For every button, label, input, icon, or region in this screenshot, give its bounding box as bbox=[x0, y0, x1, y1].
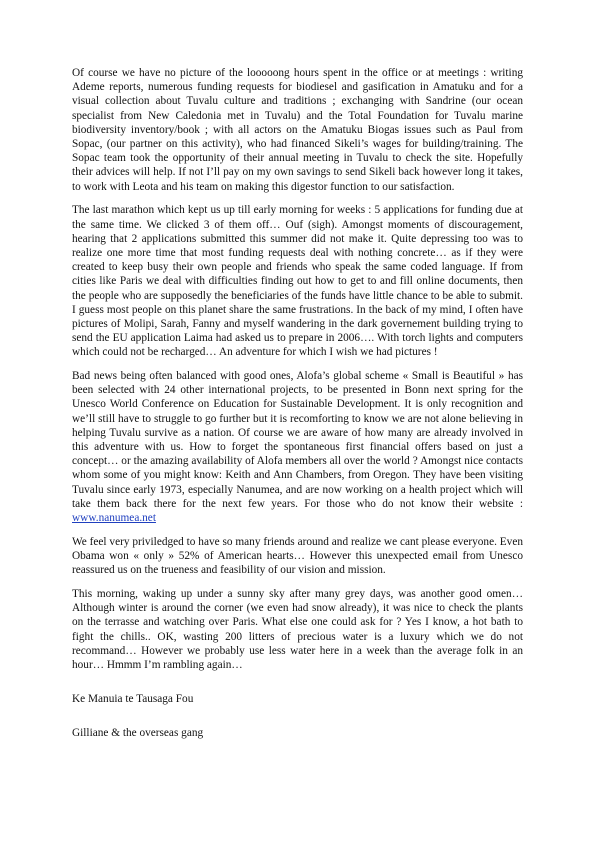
paragraph-gratitude: We feel very priviledged to have so many friends around and realize we cant please everyone. Even Obama won « only » 52% of American hearts… However this unexpected email from Unesco reassured us on the trueness and feasibility of our vision and mission. bbox=[72, 535, 523, 577]
paragraph-unesco-selection bbox=[72, 369, 523, 525]
letter-body bbox=[72, 66, 523, 761]
signature: Gilliane & the overseas gang bbox=[72, 727, 204, 740]
paragraph-office-work: Of course we have no picture of the looooong hours spent in the office or at meetings : writing Ademe reports, numerous funding requests for biodiesel and gasification in Amatuku and for a visual collection about Tuvalu culture and traditions ; exchanging with Sandrine (our ocean specialist from New Caledonia met in Tuvalu) and the Total Foundation for Tuvalu marine biodiversity inventory/book ; with all actors on the Amatuku Biogas issues such as Paul from Sopac, (our partner on this activity), who had financed Sikeli’s wages for building/training. The Sopac team took the opportunity of their annual meeting in Tuvalu to check the site. Hopefully their advices will help. If not I’ll pay on my own savings to send Sikeli back however long it takes, to work with Leota and his team on making this digestor function to our satisfaction. bbox=[72, 67, 523, 193]
nanumea-website-link[interactable]: www.nanumea.net bbox=[72, 512, 156, 525]
paragraph-funding-marathon: The last marathon which kept us up till early morning for weeks : 5 applications for funding due at the same time. We clicked 3 of them off… Ouf (sigh). Amongst moments of discouragement, hearing that 2 applications submitted this summer did not make it. Quite depressing too was to realize one more time that most funding requests deal with nothing concrete… as if they were created to keep busy their own people and friends who speak the same coded language. If from cities like Paris we deal with difficulties finding out how to get to and fill online documents, then the people who are supposedly the beneficiaries of the funds have little chance to be able to submit. I guess most people on this planet share the same frustrations. In the back of my mind, I often have pictures of Molipi, Sarah, Fanny and myself wandering in the dark governement building trying to send the EU application Laima had asked us to prepare in 2006…. With torch lights and computers which could not be recharged… An adventure for which I wish we had pictures ! bbox=[72, 204, 523, 359]
paragraph-morning: This morning, waking up under a sunny sky after many grey days, was another good omen… Although winter is around the corner (we even had snow already), it was nice to check the plants on the terrasse and watching over Paris. What else one could ask for ? Yes I know, a hot bath to fight the chills.. OK, wasting 200 litters of precious water is a luxury which we do not recommand… However we probably use less water here in a week than the average folk in an hour… Hmmm I’m rambling again… bbox=[72, 587, 523, 671]
paragraph-unesco-text: Bad news being often balanced with good ones, Alofa’s global scheme « Small is Beautiful » has been selected with 24 other international projects, to be presented in Bonn next spring for the Unesco World Conference on Education for Sustainable Development. It is only recognition and we’ll still have to struggle to go further but it is recomforting to know we are not alone believing in helping Tuvalu survive as a nation. Of course we are aware of how many are already involved in this adventure with us. How to forget the spontaneous first financial offers based on just a concept… or the amazing availability of Alofa members all over the world ? Amongst nice contacts whom some of you might know: Keith and Ann Chambers, from Oregon. They have been visiting Tuvalu since early 1973, especially Nanumea, and are now working on a health project which will take them back there for the next few years. For those who do not know their website : bbox=[72, 370, 523, 510]
closing-greeting: Ke Manuia te Tausaga Fou bbox=[72, 693, 194, 706]
